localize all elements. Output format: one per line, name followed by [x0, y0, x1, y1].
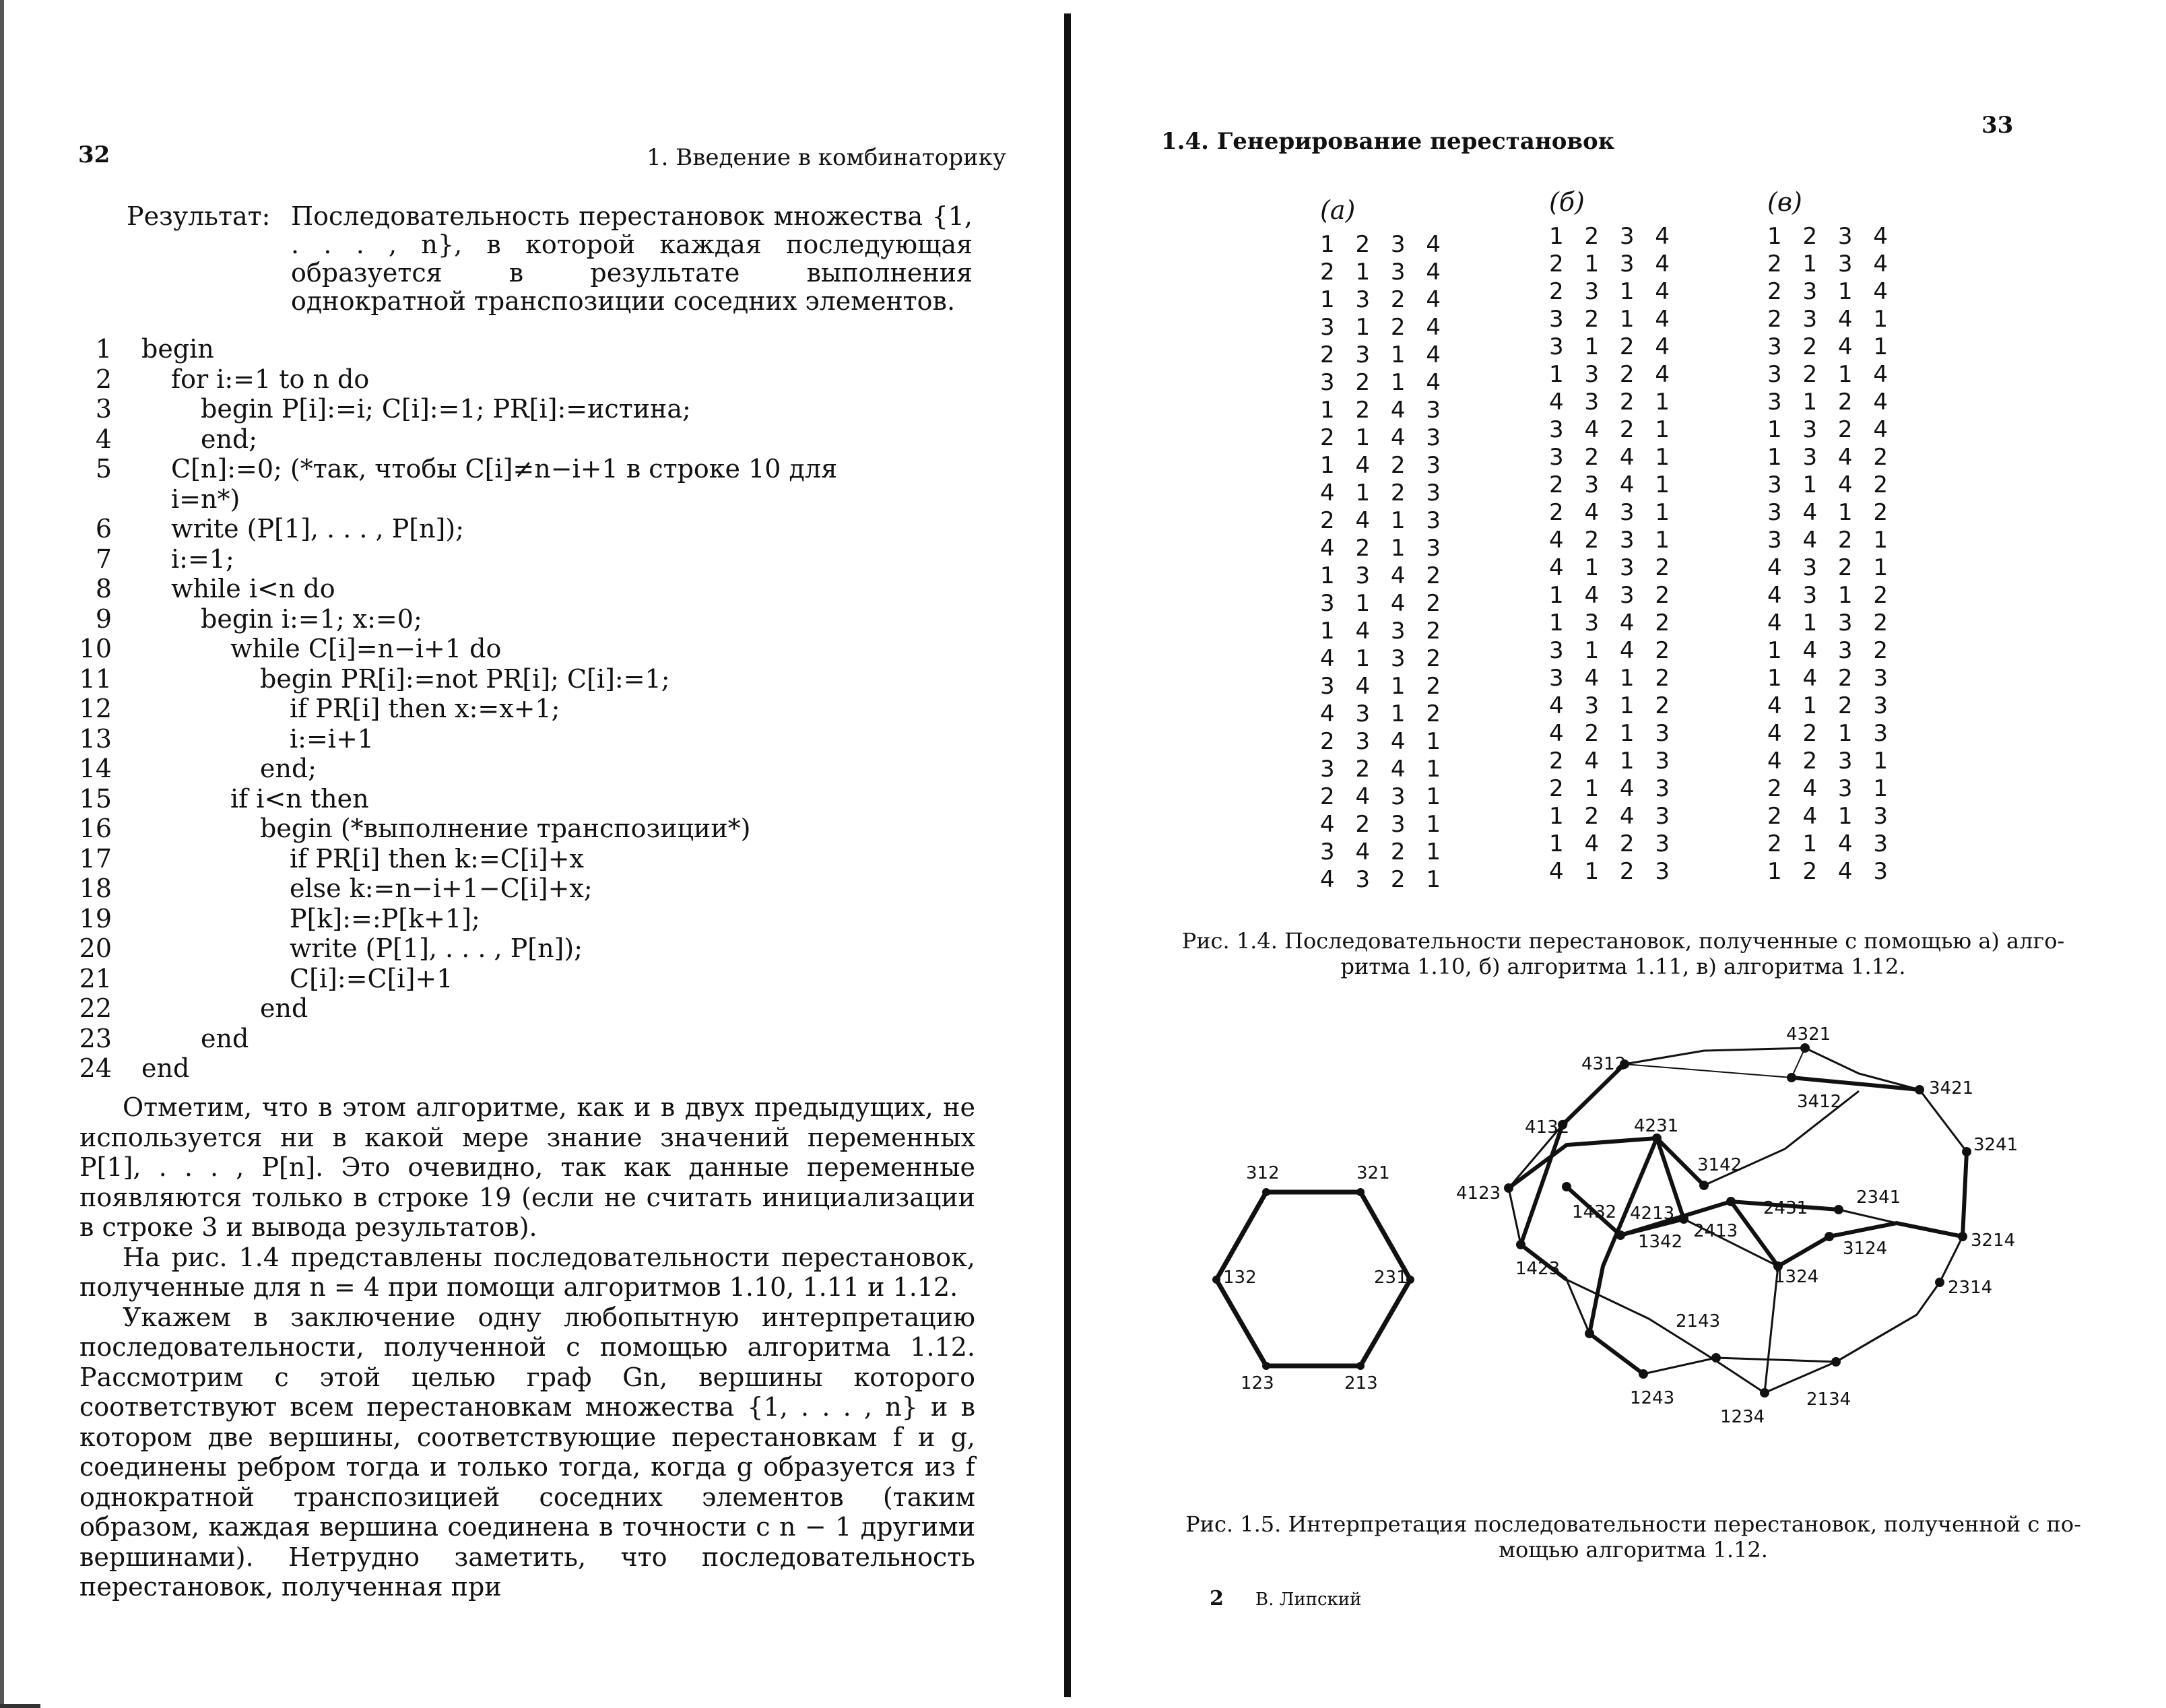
line-number: 17	[79, 843, 112, 874]
caption-line: Рис. 1.4. Последовательности перестановок, полученные с помощью а) алго-	[1181, 928, 2065, 954]
code-text: else k:=n−i+1−C[i]+x;	[290, 874, 593, 903]
vertex	[1504, 1183, 1513, 1193]
line-number: 19	[79, 903, 112, 933]
caption-line: ритма 1.10, б) алгоритма 1.11, в) алгоритма 1.12.	[1340, 954, 1906, 979]
permutation-row: 3 1 4 2	[1549, 637, 1676, 664]
line-number: 7	[95, 544, 112, 574]
permutation-row: 3 1 4 2	[1767, 471, 1895, 498]
vertex-label: 1432	[1572, 1202, 1617, 1222]
vertex	[1831, 1357, 1841, 1367]
vertex	[1726, 1197, 1736, 1206]
permutation-row: 2 1 4 3	[1549, 775, 1676, 802]
vertex	[1935, 1278, 1944, 1287]
permutation-row: 1 3 4 2	[1320, 562, 1447, 589]
permutation-row: 2 4 1 3	[1767, 803, 1895, 830]
edge	[1589, 1138, 1657, 1374]
column-label: (б)	[1549, 187, 1585, 217]
vertex-label: 3241	[1973, 1135, 2019, 1155]
code-text: begin (*выполнение транспозиции*)	[260, 814, 751, 843]
hex-label: 312	[1246, 1163, 1280, 1183]
vertex-label: 1243	[1630, 1388, 1675, 1408]
permutation-row: 2 3 1 4	[1320, 341, 1447, 368]
vertex	[1760, 1388, 1769, 1398]
permutation-row: 4 3 2 1	[1320, 866, 1447, 893]
line-number: 21	[79, 963, 112, 993]
vertex-label: 2413	[1693, 1221, 1738, 1241]
permutation-row: 4 1 3 2	[1320, 645, 1447, 672]
permutation-row: 1 3 4 2	[1549, 610, 1676, 636]
permutation-row: 3 4 1 2	[1320, 673, 1447, 700]
fig-1-5-diagram	[1078, 1010, 2166, 1495]
permutation-row: 4 1 2 3	[1549, 858, 1676, 885]
page-number-right: 33	[1981, 112, 2014, 139]
footer-signature-number: 2	[1210, 1587, 1224, 1610]
permutation-row: 3 4 1 2	[1767, 499, 1895, 526]
caption-line: мощью алгоритма 1.12.	[1499, 1537, 1768, 1563]
code-text: end	[141, 1053, 190, 1083]
vertex	[1212, 1276, 1220, 1284]
scan-edge-bottom	[0, 1704, 40, 1708]
code-text: end;	[260, 754, 317, 783]
line-number: 13	[79, 723, 112, 754]
fig-1-4-column-c	[1767, 189, 1895, 886]
code-text: end	[260, 993, 308, 1023]
line-number: 6	[95, 514, 112, 544]
scan-edge-left	[0, 0, 4, 1708]
permutation-row: 2 4 3 1	[1767, 775, 1895, 802]
vertex	[1825, 1232, 1834, 1241]
permutation-row: 2 1 4 3	[1767, 830, 1895, 857]
vertex-label: 4213	[1630, 1204, 1675, 1224]
vertex-label: 1342	[1638, 1232, 1683, 1252]
vertex	[1616, 1230, 1625, 1240]
permutation-row: 1 2 4 3	[1767, 858, 1895, 885]
code-text: while i<n do	[171, 574, 335, 603]
vertex	[1262, 1362, 1270, 1370]
permutation-row: 1 3 2 4	[1320, 286, 1447, 313]
permutation-row: 3 2 1 4	[1320, 369, 1447, 396]
line-number: 5	[95, 454, 112, 484]
permutation-row: 2 1 4 3	[1320, 424, 1447, 451]
permutation-row: 4 3 1 2	[1767, 582, 1895, 609]
permutation-row: 2 3 4 1	[1549, 471, 1676, 498]
code-text: end;	[201, 424, 258, 454]
permutation-row: 1 3 2 4	[1767, 416, 1895, 443]
edge	[1716, 1358, 1836, 1362]
line-number: 12	[79, 694, 112, 723]
permutation-row: 4 1 2 3	[1767, 692, 1895, 719]
vertex	[1711, 1353, 1721, 1362]
vertex-label: 1324	[1774, 1267, 1819, 1287]
line-number: 8	[95, 574, 112, 603]
book-spine	[1064, 13, 1071, 1697]
line-number: 24	[79, 1053, 112, 1083]
permutation-row: 2 4 3 1	[1549, 499, 1676, 526]
vertex	[1406, 1276, 1414, 1284]
vertex	[1679, 1214, 1688, 1224]
permutation-row: 4 2 1 3	[1320, 535, 1447, 562]
vertex	[1834, 1205, 1843, 1214]
permutation-row: 2 1 3 4	[1320, 259, 1447, 286]
permutation-row: 4 3 2 1	[1767, 554, 1895, 581]
code-text: if i<n then	[230, 783, 369, 814]
permutation-row: 3 1 2 4	[1767, 389, 1895, 416]
vertex-label: 3421	[1929, 1078, 1974, 1098]
vertex-label: 2143	[1676, 1311, 1721, 1332]
code-text: begin	[141, 334, 214, 364]
footer-author: В. Липский	[1255, 1589, 1362, 1610]
fig-1-4-column-b	[1549, 189, 1676, 886]
permutation-row: 4 2 3 1	[1320, 811, 1447, 838]
permutation-row: 1 4 2 3	[1549, 830, 1676, 857]
paragraph: На рис. 1.4 представлены последовательности перестановок, полученные для n = 4 при помощи алгоритмов 1.10, 1.11 и 1.12.	[79, 1242, 975, 1302]
vertex-label: 2431	[1763, 1198, 1808, 1218]
vertex	[1915, 1085, 1924, 1094]
code-text: C[i]:=C[i]+1	[290, 963, 453, 993]
permutation-row: 1 4 2 3	[1767, 665, 1895, 692]
vertex	[1356, 1362, 1365, 1370]
edge	[1836, 1315, 1917, 1362]
permutation-row: 4 3 1 2	[1320, 700, 1447, 727]
permutation-row: 3 2 4 1	[1320, 756, 1447, 783]
permutation-row: 4 1 2 3	[1320, 480, 1447, 506]
hex-label: 321	[1356, 1163, 1390, 1183]
permutation-row: 3 2 4 1	[1549, 444, 1676, 471]
permutation-row: 3 1 2 4	[1320, 314, 1447, 341]
permutation-row: 4 1 3 2	[1767, 610, 1895, 636]
permutation-row: 2 4 1 3	[1549, 748, 1676, 775]
fig-1-4-column-a	[1320, 197, 1447, 894]
column-label: (a)	[1320, 195, 1356, 225]
fig-1-4-caption	[1172, 928, 2074, 979]
line-number: 16	[79, 814, 112, 843]
permutation-row: 1 4 2 3	[1320, 452, 1447, 479]
running-head-right: 1.4. Генерирование перестановок	[1161, 128, 1615, 155]
permutohedron-labels	[1456, 1024, 2018, 1427]
line-number: 20	[79, 933, 112, 963]
permutation-row: 1 2 3 4	[1767, 223, 1895, 250]
vertex	[1585, 1329, 1594, 1338]
hex-edge	[1216, 1280, 1266, 1366]
vertex	[1958, 1232, 1967, 1241]
vertex	[1516, 1240, 1525, 1249]
code-text: write (P[1], . . . , P[n]);	[290, 933, 583, 963]
code-text: end	[201, 1023, 249, 1053]
code-text: i:=i+1	[290, 723, 374, 754]
vertex	[1800, 1043, 1810, 1053]
vertex	[1639, 1369, 1648, 1379]
line-number: 3	[95, 394, 112, 424]
code-text: if PR[i] then x:=x+1;	[290, 694, 560, 723]
line-number: 22	[79, 993, 112, 1023]
permutation-row: 2 4 1 3	[1320, 507, 1447, 534]
permutation-row: 4 1 3 2	[1549, 554, 1676, 581]
line-number: 1	[95, 334, 112, 364]
permutation-row: 2 3 1 4	[1549, 278, 1676, 305]
code-text: if PR[i] then k:=C[i]+x	[290, 843, 584, 874]
vertex-label: 4231	[1634, 1116, 1679, 1136]
page-number-left: 32	[78, 141, 110, 168]
permutation-row: 2 3 4 1	[1320, 728, 1447, 755]
permutation-row: 3 4 1 2	[1549, 665, 1676, 692]
vertex-label: 2134	[1806, 1389, 1851, 1410]
vertex	[1562, 1182, 1571, 1191]
edge	[1567, 1280, 1589, 1334]
hex-label: 123	[1241, 1373, 1274, 1393]
code-text: begin i:=1; x:=0;	[201, 603, 422, 634]
code-text: P[k]:=:P[k+1];	[290, 903, 480, 933]
running-head-left: 1. Введение в комбинаторику	[647, 144, 1006, 171]
vertex	[1699, 1181, 1709, 1190]
edge	[1963, 1152, 1967, 1237]
permutation-row: 3 1 2 4	[1549, 333, 1676, 360]
permutation-row: 2 4 3 1	[1320, 783, 1447, 810]
hex-edge	[1360, 1280, 1410, 1366]
permutation-row: 2 1 3 4	[1549, 251, 1676, 277]
permutation-row: 3 4 2 1	[1767, 527, 1895, 554]
code-text: write (P[1], . . . , P[n]);	[171, 514, 465, 544]
hex-label: 231	[1374, 1268, 1408, 1288]
edge	[1509, 1138, 1704, 1188]
edge	[1792, 1048, 1805, 1078]
vertex	[1787, 1073, 1796, 1082]
edge	[1643, 1358, 1716, 1374]
code-text: while C[i]=n−i+1 do	[230, 634, 502, 663]
line-number: 11	[79, 663, 112, 694]
edge	[1521, 1125, 1563, 1245]
vertex-label: 4321	[1786, 1024, 1831, 1045]
permutation-row: 1 2 4 3	[1549, 803, 1676, 830]
line-number: 4	[95, 424, 112, 454]
paragraph: Укажем в заключение одну любопытную интерпретацию последовательности, полученной с помощью алгоритма 1.12. Рассмотрим с этой целью граф Gn, вершины которого соответствуют всем перестановкам множества {1, . . . , n} и в котором две вершины, соответствующие перестановкам f и g, соединены ребром тогда и только тогда, когда g образуется из f однократной транспозицией соседних элементов (таким образом, каждая вершина соединена в точности с n − 1 другими вершинами). Нетрудно заметить, что последовательность перестановок, полученная при	[79, 1302, 975, 1602]
line-number: 10	[79, 634, 112, 663]
vertex-label: 4132	[1525, 1117, 1570, 1138]
line-number: 2	[95, 364, 112, 394]
hex-label: 213	[1344, 1373, 1378, 1393]
code-text: begin PR[i]:=not PR[i]; C[i]:=1;	[260, 663, 670, 694]
permutation-row: 3 4 2 1	[1549, 416, 1676, 443]
permutation-row: 4 2 3 1	[1767, 748, 1895, 775]
vertex-label: 2341	[1856, 1187, 1901, 1208]
vertex	[1962, 1147, 1971, 1156]
vertex-label: 1423	[1515, 1259, 1561, 1279]
permutation-row: 3 2 4 1	[1767, 333, 1895, 360]
permutation-row: 1 4 3 2	[1767, 637, 1895, 664]
code-text: C[n]:=0; (*так, чтобы C[i]≠n−i+1 в строке 10 для	[171, 454, 838, 484]
paragraph: Отметим, что в этом алгоритме, как и в двух предыдущих, не используется ни в какой мере знание значений переменных P[1], . . . , P[n]. Это очевидно, так как данные переменные появляются только в строке 19 (если не считать инициализации в строке 3 и вывода результатов).	[79, 1092, 975, 1242]
code-text: i:=1;	[171, 544, 234, 574]
permutation-row: 4 2 3 1	[1549, 527, 1676, 554]
result-text: Последовательность перестановок множества {1, . . . , n}, в которой каждая последующая образуется в результате выполнения однократной транспозиции соседних элементов.	[291, 201, 973, 316]
permutation-row: 3 4 2 1	[1320, 839, 1447, 865]
vertex-label: 4312	[1581, 1054, 1627, 1074]
hex-edge	[1216, 1192, 1266, 1280]
code-text: begin P[i]:=i; C[i]:=1; PR[i]:=истина;	[201, 394, 691, 424]
line-number: 23	[79, 1023, 112, 1053]
permutation-row: 1 2 3 4	[1320, 231, 1447, 258]
hex-edge	[1360, 1192, 1410, 1280]
vertex-label: 1234	[1720, 1407, 1765, 1427]
permutation-row: 2 1 3 4	[1767, 251, 1895, 277]
permutation-row: 2 3 1 4	[1767, 278, 1895, 305]
vertex	[1356, 1188, 1365, 1196]
permutation-row: 4 3 2 1	[1549, 389, 1676, 416]
permutation-row: 1 3 2 4	[1549, 361, 1676, 388]
code-text: i=n*)	[171, 484, 240, 514]
edge	[1839, 1210, 1897, 1223]
caption-line: Рис. 1.5. Интерпретация последовательности перестановок, полученной с по-	[1185, 1511, 2081, 1537]
line-number: 9	[95, 603, 112, 634]
permutation-row: 4 3 1 2	[1549, 692, 1676, 719]
vertex-label: 2314	[1948, 1278, 1993, 1298]
line-number: 18	[79, 874, 112, 903]
vertex-label: 3214	[1971, 1230, 2016, 1251]
vertex-label: 3124	[1843, 1239, 1888, 1259]
vertex-label: 4123	[1456, 1183, 1501, 1204]
permutation-row: 4 2 1 3	[1549, 720, 1676, 747]
permutation-row: 4 2 1 3	[1767, 720, 1895, 747]
permutation-row: 1 2 4 3	[1320, 397, 1447, 424]
result-label: Результат:	[127, 201, 271, 231]
hex-label: 132	[1223, 1268, 1257, 1288]
body-text	[79, 1092, 975, 1602]
permutation-row: 1 2 3 4	[1549, 223, 1676, 250]
line-number: 14	[79, 754, 112, 783]
permutation-row: 1 4 3 2	[1320, 618, 1447, 645]
permutation-row: 1 3 4 2	[1767, 444, 1895, 471]
permutation-row: 3 1 4 2	[1320, 590, 1447, 617]
vertex	[1262, 1188, 1270, 1196]
vertex-label: 3412	[1797, 1092, 1842, 1112]
column-label: (в)	[1767, 187, 1802, 217]
line-number: 15	[79, 783, 112, 814]
fig-1-5-caption	[1179, 1511, 2088, 1563]
permutation-row: 1 4 3 2	[1549, 582, 1676, 609]
vertex-label: 3142	[1697, 1155, 1742, 1175]
code-text: for i:=1 to n do	[171, 364, 370, 394]
permutation-row: 3 2 1 4	[1549, 306, 1676, 333]
permutation-row: 3 2 1 4	[1767, 361, 1895, 388]
permutation-row: 2 3 4 1	[1767, 306, 1895, 333]
